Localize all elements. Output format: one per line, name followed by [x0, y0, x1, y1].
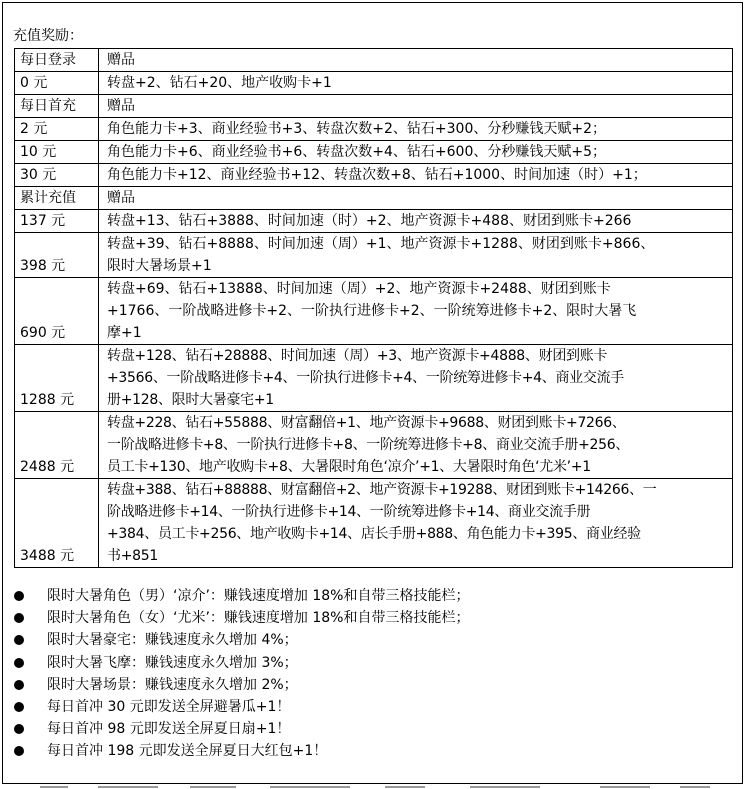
gift-line: 限时大暑场景+1 — [107, 258, 212, 274]
gift-header — [99, 187, 733, 210]
gift-header — [99, 49, 733, 72]
table-row — [15, 72, 733, 95]
bullet-icon — [14, 724, 24, 734]
bullet-icon — [14, 746, 24, 756]
bullet-icon — [14, 635, 24, 645]
table-row — [15, 233, 733, 278]
bullet-icon — [14, 591, 24, 601]
gift-line: 转盘+388、钻石+88888、财富翻倍+2、地产资源卡+19288、财团到账卡+14266、一 — [107, 482, 657, 498]
table-row — [15, 164, 733, 187]
note-item — [14, 696, 469, 718]
gift-cell — [99, 233, 733, 278]
gift-line: +1766、一阶战略进修卡+2、一阶执行进修卡+2、一阶统筹进修卡+2、限时大暑飞 — [107, 303, 637, 319]
table-row — [15, 412, 733, 479]
note-item — [14, 652, 469, 674]
gift-line: 转盘+39、钻石+8888、时间加速（周）+1、地产资源卡+1288、财团到账卡+866、 — [107, 236, 655, 252]
amount-cell: 0 元 — [15, 72, 99, 95]
table-header-row — [15, 49, 733, 72]
amount-cell: 137 元 — [15, 210, 99, 233]
gift-line: 赠品 — [107, 190, 135, 206]
reward-table-body — [15, 49, 733, 568]
note-text: 限时大暑角色（女）‘尤米’：赚钱速度增加 18%和自带三格技能栏； — [47, 610, 470, 627]
gift-line: 赠品 — [107, 52, 135, 68]
table-row — [15, 118, 733, 141]
table-header-row — [15, 187, 733, 210]
gift-line: 阶战略进修卡+14、一阶执行进修卡+14、一阶统筹进修卡+14、商业交流手册 — [107, 504, 591, 520]
gift-cell — [99, 118, 733, 141]
table-row — [15, 210, 733, 233]
table-header-row — [15, 95, 733, 118]
category-label: 每日登录 — [15, 49, 99, 72]
table-row — [15, 479, 733, 568]
note-item — [14, 607, 469, 629]
bullet-icon — [14, 658, 24, 668]
amount-cell: 1288 元 — [15, 345, 99, 412]
gift-line: +384、员工卡+256、地产收购卡+14、店长手册+888、角色能力卡+395、商业经验 — [107, 526, 641, 542]
amount-cell: 398 元 — [15, 233, 99, 278]
reward-table — [14, 48, 733, 568]
note-text: 限时大暑场景：赚钱速度永久增加 2%； — [47, 676, 298, 693]
gift-line: 转盘+69、钻石+13888、时间加速（周）+2、地产资源卡+2488、财团到账卡 — [107, 281, 611, 297]
gift-line: 角色能力卡+12、商业经验书+12、转盘次数+8、钻石+1000、时间加速（时）+1； — [107, 167, 647, 183]
gift-cell — [99, 412, 733, 479]
amount-cell: 2 元 — [15, 118, 99, 141]
gift-line: 角色能力卡+3、商业经验书+3、转盘次数+2、钻石+300、分秒赚钱天赋+2； — [107, 121, 607, 137]
amount-cell: 30 元 — [15, 164, 99, 187]
category-label: 累计充值 — [15, 187, 99, 210]
bullet-icon — [14, 680, 24, 690]
category-label: 每日首充 — [15, 95, 99, 118]
gift-cell — [99, 479, 733, 568]
gift-line: 员工卡+130、地产收购卡+8、大暑限时角色‘凉介’+1、大暑限时角色‘尤米’+1 — [107, 459, 591, 475]
gift-cell — [99, 72, 733, 95]
gift-line: 转盘+228、钻石+55888、财富翻倍+1、地产资源卡+9688、财团到账卡+7266、 — [107, 415, 626, 431]
amount-cell: 3488 元 — [15, 479, 99, 568]
note-item — [14, 629, 469, 651]
note-item — [14, 718, 469, 740]
note-text: 限时大暑角色（男）‘凉介’：赚钱速度增加 18%和自带三格技能栏； — [47, 588, 470, 604]
note-item — [14, 740, 469, 762]
gift-line: 转盘+128、钻石+28888、时间加速（周）+3、地产资源卡+4888、财团到账卡 — [107, 348, 608, 364]
gift-line: 转盘+2、钻石+20、地产收购卡+1 — [107, 75, 332, 91]
note-text: 每日首冲 198 元即发送全屏夏日大红包+1！ — [47, 743, 328, 760]
notes-list — [14, 585, 469, 763]
gift-cell — [99, 345, 733, 412]
gift-line: 册+128、限时大暑豪宅+1 — [107, 392, 274, 408]
note-item — [14, 585, 469, 607]
amount-cell: 10 元 — [15, 141, 99, 164]
gift-cell — [99, 141, 733, 164]
gift-line: 角色能力卡+6、商业经验书+6、转盘次数+4、钻石+600、分秒赚钱天赋+5； — [107, 144, 607, 160]
note-text: 限时大暑豪宅：赚钱速度永久增加 4%； — [47, 632, 298, 649]
note-text: 每日首冲 30 元即发送全屏避暑瓜+1！ — [47, 698, 291, 715]
gift-line: 一阶战略进修卡+8、一阶执行进修卡+8、一阶统筹进修卡+8、商业交流手册+256、 — [107, 437, 630, 453]
gift-line: 赠品 — [107, 98, 135, 114]
bullet-icon — [14, 613, 24, 623]
gift-cell — [99, 210, 733, 233]
gift-line: 书+851 — [107, 548, 158, 564]
note-text: 每日首冲 98 元即发送全屏夏日扇+1！ — [47, 721, 291, 738]
gift-line: 转盘+13、钻石+3888、时间加速（时）+2、地产资源卡+488、财团到账卡+266 — [107, 213, 632, 229]
cut-off-text-strip — [0, 785, 747, 789]
table-row — [15, 345, 733, 412]
table-row — [15, 141, 733, 164]
gift-line: 摩+1 — [107, 325, 142, 341]
gift-header — [99, 95, 733, 118]
gift-cell — [99, 164, 733, 187]
note-text: 限时大暑飞摩：赚钱速度永久增加 3%； — [47, 654, 298, 671]
table-row — [15, 278, 733, 345]
amount-cell: 690 元 — [15, 278, 99, 345]
gift-line: +3566、一阶战略进修卡+4、一阶执行进修卡+4、一阶统筹进修卡+4、商业交流手 — [107, 370, 624, 386]
amount-cell: 2488 元 — [15, 412, 99, 479]
section-heading: 充值奖励： — [13, 28, 83, 44]
gift-cell — [99, 278, 733, 345]
note-item — [14, 674, 469, 696]
bullet-icon — [14, 702, 24, 712]
